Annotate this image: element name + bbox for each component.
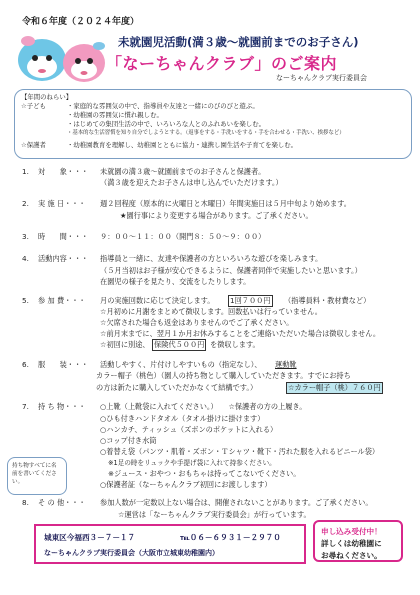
item-line: ○ハンカチ、ティッシュ（ズボンのポケットに入れる） xyxy=(100,425,278,434)
badge-line: 申し込み受付中！ xyxy=(321,527,382,536)
badge-line: 詳しくは幼稚園に xyxy=(321,539,382,548)
section-line: ☆運営は「なーちゃんクラブ実行委員会」が行っています。 xyxy=(118,510,311,519)
section-label: 活動内容・・・ xyxy=(38,254,89,263)
item-line: ○ひも付きハンドタオル（タオル掛けに掛けます） xyxy=(100,414,265,423)
section-line: ☆初回に別途、 xyxy=(100,340,150,349)
fee-per-session: 1回７００円 xyxy=(230,296,271,305)
contact-phone: ℡０６－６９３１－２９７０ xyxy=(180,533,281,542)
item-line: ※ジュース・おやつ・おもちゃは持ってこないでください。 xyxy=(108,469,301,478)
title-club: 「なーちゃんクラブ」のご案内 xyxy=(106,54,338,73)
section-line: ★園行事により変更する場合があります。ご了承ください。 xyxy=(120,211,313,220)
section-line: ☆月初めに月謝をまとめて徴収します。回数払いは行っていません。 xyxy=(100,307,322,316)
section-line: 活動しやすく、片付けしやすいもの（指定なし）、 xyxy=(100,360,262,369)
name-label-note: 持ち物すべてに名前を書いてください。 xyxy=(7,457,67,495)
goals-child-item: ・家庭的な雰囲気の中で、指導員や友達と一緒にのびのびと遊ぶ。 xyxy=(67,102,259,110)
section-number: 8. xyxy=(22,498,29,507)
section-number: 7. xyxy=(22,402,29,411)
section-number: 6. xyxy=(22,360,29,369)
section-label: 参 加 費・・・ xyxy=(38,296,86,305)
goals-child-label: ☆子ども xyxy=(21,102,46,110)
organizer-name: なーちゃんクラブ実行委員会 xyxy=(276,74,367,82)
contact-organizer: なーちゃんクラブ実行委員会（大阪市立城東幼稚園内） xyxy=(44,549,219,557)
fee-note: （指導員料・教材費など） xyxy=(284,296,371,305)
section-line: （５月当初はお子様が安心できるように、保護者同伴で実施したいと思います。） xyxy=(100,266,362,275)
sneakers-note: 運動靴 xyxy=(275,360,297,369)
section-label: 実 施 日・・・ xyxy=(38,199,86,208)
goals-child-item: ・幼稚園の雰囲気に慣れ親しむ。 xyxy=(67,111,163,119)
section-line: 在園児の様子を見たり、交流をしたりします。 xyxy=(100,277,251,286)
section-line: 参加人数が一定数以上ない場合は、開催されないことがあります。ご了承ください。 xyxy=(100,498,373,507)
section-line: カラー帽子（桃色）（園人の持ち物として購入していただきます。すでにお持ち xyxy=(96,371,351,380)
section-number: 1. xyxy=(22,167,29,176)
section-label: そ の 他・・・ xyxy=(38,498,86,507)
goals-parent-label: ☆保護者 xyxy=(21,141,46,149)
item-line: ○保護者証（なーちゃんクラブ初回にお渡しします） xyxy=(100,480,272,489)
goals-child-item: ・基本的な生活習慣を知り自分でしようとする。（返事をする・手洗いをする・手を合わせる・手洗い、挨拶など） xyxy=(67,130,345,136)
badge-line: お尋ねください。 xyxy=(321,551,382,560)
section-line: 週２回程度（原本的に火曜日と木曜日）年間実施日は５月中旬より始めます。 xyxy=(100,199,351,208)
section-line: ☆欠席された場合も返金はありませんのでご了承ください。 xyxy=(100,318,294,327)
insurance-fee: 保険代５００円 xyxy=(154,340,205,349)
section-label: 時 間・・・ xyxy=(38,232,89,241)
section-label: 持 ち 物・・・ xyxy=(38,402,86,411)
goals-child-item: ・はじめての集団生活の中で、いろいろな人とのふれあいを楽しむ。 xyxy=(67,120,265,128)
contact-address: 城東区今福西３－７－１７ xyxy=(44,533,136,542)
application-open-badge xyxy=(313,520,403,562)
section-line: 未就園の満３歳～就園前までのお子さんと保護者。 xyxy=(100,167,266,176)
fiscal-year: 令和６年度（２０２４年度） xyxy=(22,17,140,27)
section-line: ９：００～１１：００（開門８：５０～９：００） xyxy=(100,232,266,241)
section-line: の方は新たに購入していただかなくて結構です。） xyxy=(96,383,258,392)
insurance-note: を徴収します。 xyxy=(210,340,260,349)
annual-goals-box xyxy=(14,89,412,159)
section-line: 指導員と一緒に、友達や保護者の方といろいろな遊びを楽しみます。 xyxy=(100,254,323,263)
section-line: 月の実施回数に応じて決定します。 xyxy=(100,296,215,305)
item-line: ○上靴（上靴袋に入れてください。） ☆保護者の方の上履き。 xyxy=(100,402,307,411)
item-line: ※1足の時をリュックや手提げ袋に入れて持参ください。 xyxy=(108,459,276,467)
section-line: （満３歳を迎えたお子さんは申し込んでいただけます。） xyxy=(100,178,283,187)
goals-parent-item: ・幼稚園教育を理解し、幼稚園とともに協力・連携し園生活や子育てを楽しむ。 xyxy=(67,141,298,149)
section-line: ☆前月末までに、翌月１か月お休みすることをご連絡いただいた場合は徴収しません。 xyxy=(100,329,381,338)
section-label: 服 装・・・ xyxy=(38,360,89,369)
goals-heading: 【年間のねらい】 xyxy=(21,93,73,101)
section-label: 対 象・・・ xyxy=(38,167,89,176)
section-number: 5. xyxy=(22,296,29,305)
title-activity: 未就園児活動(満３歳～就園前までのお子さん) xyxy=(118,35,359,49)
item-line: ○着替え袋（パンツ・肌着・ズボン・Ｔシャツ・靴下・汚れた服を入れるビニール袋） xyxy=(100,447,380,456)
section-number: 2. xyxy=(22,199,29,208)
contact-box xyxy=(34,524,306,564)
mascot-illustration xyxy=(6,30,112,88)
item-line: ○コップ付き水筒 xyxy=(100,436,157,445)
cap-price: ☆カラー帽子（桃）７６０円 xyxy=(288,383,381,392)
section-number: 4. xyxy=(22,254,29,263)
section-number: 3. xyxy=(22,232,29,241)
